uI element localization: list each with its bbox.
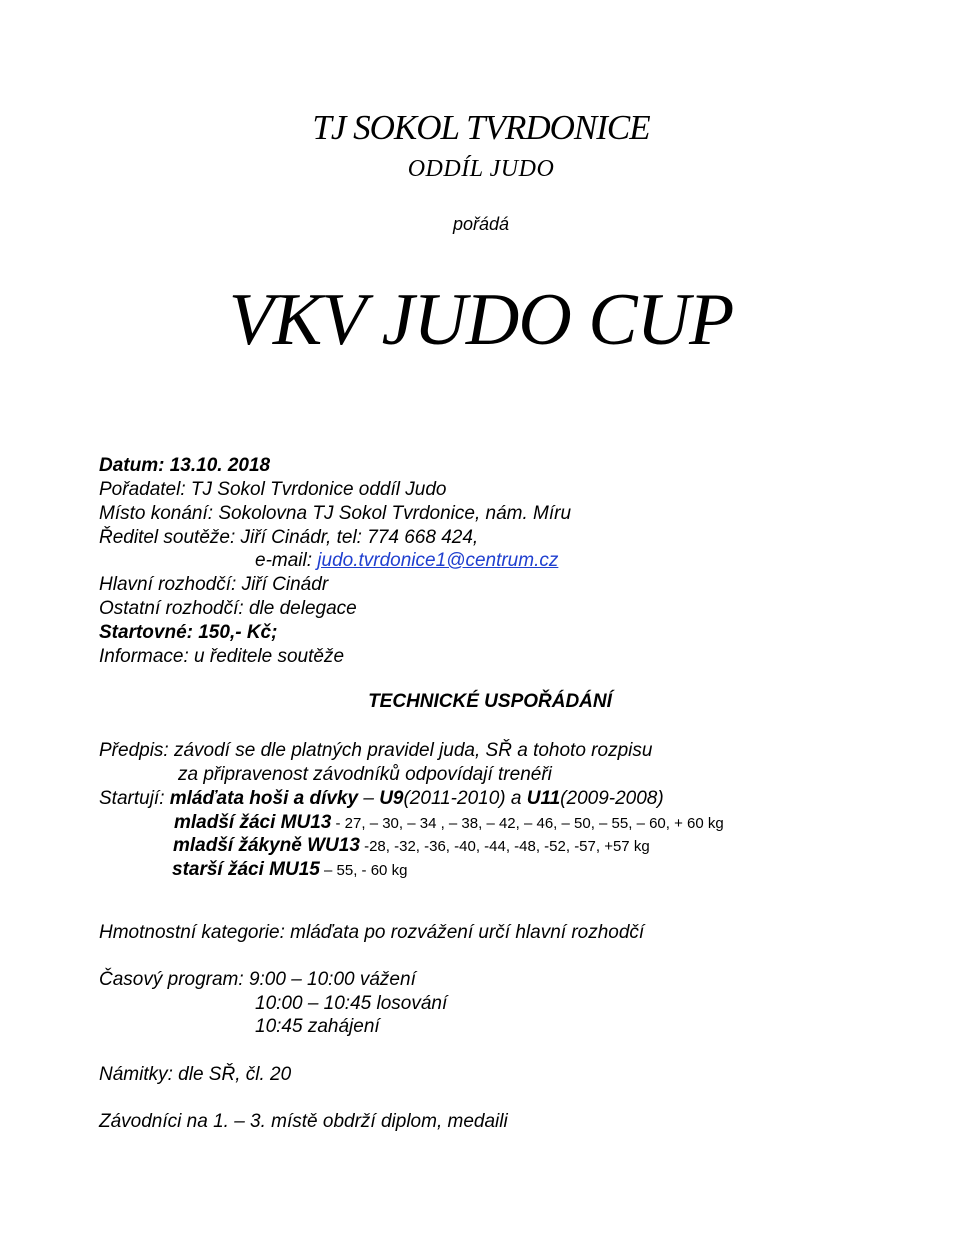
event-date: Datum: 13.10. 2018 <box>99 455 271 476</box>
category-mu15-weights: – 55, - 60 kg <box>319 862 408 879</box>
youth-label: mláďata hoši a dívky <box>169 788 359 809</box>
presents-text: pořádá <box>452 214 510 234</box>
youth-separator: – <box>358 788 380 809</box>
awards-line: Závodníci na 1. – 3. místě obdrží diplom, medaili <box>99 1111 508 1132</box>
technical-heading: TECHNICKÉ USPOŘÁDÁNÍ <box>368 691 612 712</box>
organization-title: TJ SOKOL TVRDONICE <box>312 108 650 147</box>
event-title: VKV JUDO CUP <box>228 279 734 361</box>
director-line: Ředitel soutěže: Jiří Cinádr, tel: 774 668 424, <box>99 527 479 548</box>
category-mu15-label: starší žáci MU15 <box>172 859 320 880</box>
weight-categories-line: Hmotnostní kategorie: mláďata po rozvážení určí hlavní rozhodčí <box>99 922 645 943</box>
category-mu13 <box>174 812 724 835</box>
youth-u11: U11 <box>526 788 561 809</box>
rules-line-1: Předpis: závodí se dle platných pravidel juda, SŘ a tohoto rozpisu <box>99 740 653 761</box>
fee-line: Startovné: 150,- Kč; <box>99 622 278 643</box>
youth-u9-years: (2011-2010) a <box>403 788 527 809</box>
category-wu13-weights: -28, -32, -36, -40, -44, -48, -52, -57, +57 kg <box>359 838 650 855</box>
youth-u9: U9 <box>379 788 404 809</box>
organizer-line: Pořadatel: TJ Sokol Tvrdonice oddíl Judo <box>99 479 447 500</box>
category-mu13-weights: - 27, – 30, – 34 , – 38, – 42, – 46, – 50, – 55, – 60, + 60 kg <box>331 815 724 832</box>
category-wu13-label: mladší žákyně WU13 <box>173 835 360 856</box>
organization-subtitle: ODDÍL JUDO <box>407 156 555 182</box>
email-label: e-mail: <box>255 550 318 571</box>
objections-line: Námitky: dle SŘ, čl. 20 <box>99 1064 292 1085</box>
category-mu13-label: mladší žáci MU13 <box>174 812 332 833</box>
schedule-line-3: 10:45 zahájení <box>255 1016 380 1037</box>
email-link[interactable]: judo.tvrdonice1@centrum.cz <box>317 550 559 571</box>
email-line <box>255 550 558 572</box>
other-referees-line: Ostatní rozhodčí: dle delegace <box>99 598 357 619</box>
category-mu15 <box>172 859 407 882</box>
venue-line: Místo konání: Sokolovna TJ Sokol Tvrdonice, nám. Míru <box>99 503 572 524</box>
category-wu13 <box>173 835 650 858</box>
youth-u11-years: (2009-2008) <box>560 788 664 809</box>
starters-label: Startují: <box>99 788 170 809</box>
schedule-line-2: 10:00 – 10:45 losování <box>255 993 448 1014</box>
rules-line-2: za připravenost závodníků odpovídají trenéři <box>178 764 552 785</box>
head-referee-line: Hlavní rozhodčí: Jiří Cinádr <box>99 574 329 595</box>
starters-line <box>99 788 664 810</box>
information-line: Informace: u ředitele soutěže <box>99 646 345 667</box>
schedule-line-1: Časový program: 9:00 – 10:00 vážení <box>99 969 416 990</box>
